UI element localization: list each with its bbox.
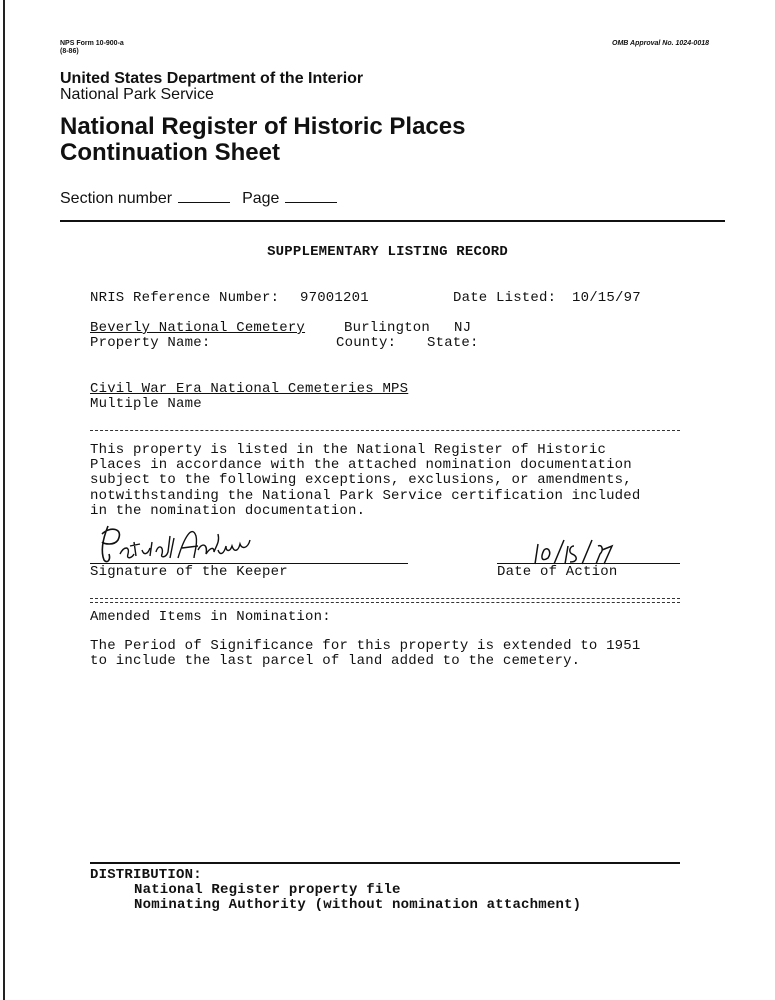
property-name-value: Beverly National Cemetery bbox=[90, 320, 306, 336]
amended-items-label: Amended Items in Nomination: bbox=[90, 609, 331, 625]
page-left-border bbox=[3, 0, 5, 1000]
dashed-divider bbox=[90, 430, 680, 431]
distribution-label: DISTRIBUTION: bbox=[90, 867, 202, 883]
form-number: NPS Form 10-900-a bbox=[60, 40, 124, 47]
form-revision: (8-86) bbox=[60, 48, 79, 55]
date-listed-label: Date Listed: bbox=[453, 290, 557, 306]
state-value: NJ bbox=[454, 320, 472, 336]
date-listed-value: 10/15/97 bbox=[572, 290, 641, 306]
county-label: County: bbox=[336, 335, 397, 351]
distribution-rule bbox=[90, 862, 680, 864]
record-heading: SUPPLEMENTARY LISTING RECORD bbox=[267, 244, 508, 260]
handwritten-date bbox=[532, 538, 622, 566]
signature-label: Signature of the Keeper bbox=[90, 564, 288, 580]
amendment-text: The Period of Significance for this property is extended to 1951 to include the last parcel of land added to the cemetery. bbox=[90, 638, 641, 670]
multiple-name-value: Civil War Era National Cemeteries MPS bbox=[90, 381, 409, 397]
double-dashed-divider bbox=[90, 598, 680, 603]
state-label: State: bbox=[427, 335, 479, 351]
date-of-action-label: Date of Action bbox=[497, 564, 618, 580]
distribution-item: Nominating Authority (without nomination attachment) bbox=[134, 897, 582, 913]
distribution-item: National Register property file bbox=[134, 882, 401, 898]
department-name: United States Department of the Interior bbox=[60, 70, 364, 87]
page-blank bbox=[285, 192, 337, 203]
omb-approval: OMB Approval No. 1024-0018 bbox=[612, 40, 709, 47]
page-label: Page bbox=[242, 190, 280, 207]
form-subtitle: Continuation Sheet bbox=[60, 139, 280, 166]
section-page-line bbox=[60, 190, 349, 208]
keeper-signature bbox=[94, 520, 269, 566]
multiple-name-label: Multiple Name bbox=[90, 396, 202, 412]
nris-value: 97001201 bbox=[300, 290, 369, 306]
section-number-label: Section number bbox=[60, 190, 173, 207]
nris-label: NRIS Reference Number: bbox=[90, 290, 280, 306]
certification-statement: This property is listed in the National Register of Historic Places in accordance with the attached nomination documentation subject to the following exceptions, exclusions, or amendments, notwithstanding the National Park Service certification included in the nomination documentation. bbox=[90, 442, 641, 519]
agency-name: National Park Service bbox=[60, 86, 214, 103]
county-value: Burlington bbox=[344, 320, 431, 336]
property-name-label: Property Name: bbox=[90, 335, 211, 351]
section-number-blank bbox=[178, 192, 230, 203]
form-number-block bbox=[60, 40, 124, 56]
form-title: National Register of Historic Places bbox=[60, 113, 466, 140]
header-rule bbox=[60, 220, 725, 222]
